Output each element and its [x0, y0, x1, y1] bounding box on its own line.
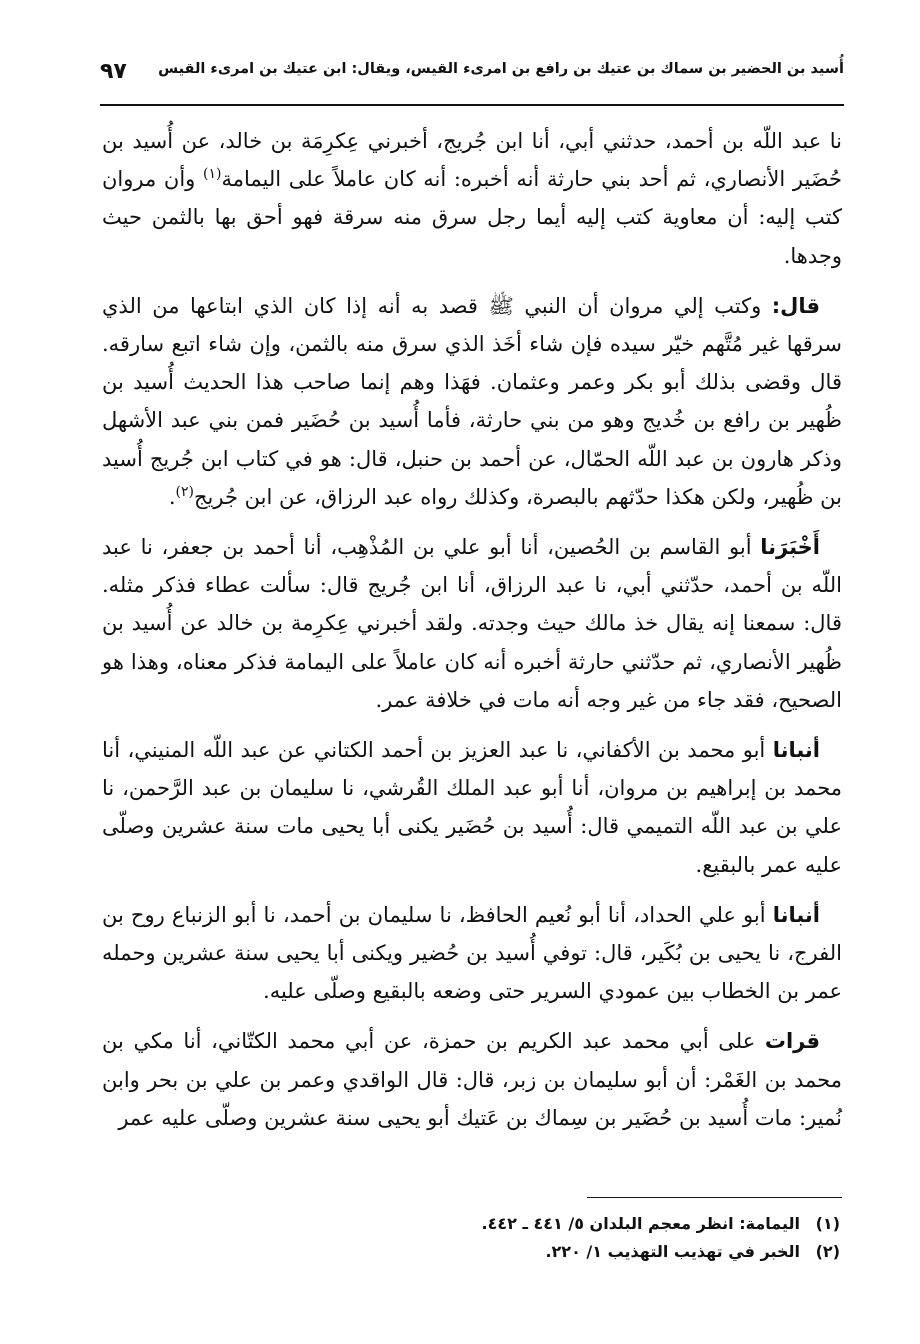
paragraph-text: أبو القاسم بن الحُصين، أنا أبو علي بن المُذْهِب، أنا أحمد بن جعفر، نا عبد اللّه بن أحمد، حدّثني أبي، نا عبد الرزاق، أنا ابن جُريج قال: سألت عطاء فذكر مثله. قال: سمعنا إنه يقال خذ مالك حيث وجدته. ولقد أخبرني عِكرِمة بن خالد عن أُسيد بن ظُهير الأنصاري، ثم حدّثني حارثة أخبره أنه كان عاملاً على اليمامة فذكر معناه، وهذا هو الصحيح، فقد جاء من غير وجه أنه مات في خلافة عمر.	[102, 535, 842, 712]
paragraph-text: على أبي محمد عبد الكريم بن حمزة، عن أبي محمد الكتّاني، أنا مكي بن محمد بن الغَمْر: أن أبو سليمان بن زبر، قال: قال الواقدي وعمر بن علي بن بحر وابن نُمير: مات أُسيد بن حُضَير بن سِماك بن عَتيك أبو يحيى سنة عشرين وصلّى عليه عمر	[102, 1029, 842, 1130]
paragraph-5	[102, 896, 842, 1011]
paragraph-text: نا عبد اللّه بن أحمد، حدثني أبي، أنا ابن جُريج، أخبرني عِكرِمَة بن خالد، عن أُسيد بن حُضَير الأنصاري، ثم أحد بني حارثة أنه أخبره: أنه كان عاملاً على اليمامة	[102, 129, 842, 192]
paragraph-text-after: وأن مروان كتب إليه: أن معاوية كتب إليه أيما رجل سرق منه سرقة فهو أحق بها بالثمن حيث وجدها.	[102, 167, 842, 268]
main-text	[102, 122, 842, 1149]
paragraph-text: وكتب إلي مروان أن النبي ﷺ قصد به أنه إذا كان الذي ابتاعها من الذي سرقها غير مُتَّهم خيّر سيده فإن شاء أخَذ الذي سرق منه بالثمن، وإن شاء اتبع سارقه. قال وقضى بذلك أبو بكر وعمر وعثمان. فهَذا وهم إنما صاحب هذا الحديث أُسيد بن ظُهير بن رافع بن خُديج وهو من بني حارثة، فأما أُسيد بن حُضَير فمن بني عبد الأشهل وذكر هارون بن عبد اللّه الحمّال، عن أحمد بن حنبل، قال: هو في كتاب ابن جُريج أُسيد بن ظُهير، ولكن هكذا حدّثهم بالبصرة، وكذلك رواه عبد الرزاق، عن ابن جُريج	[102, 293, 842, 509]
footnote-ref-1[interactable]: (١)	[202, 166, 222, 183]
footnote-text: اليمامة: انظر معجم البلدان ٥/ ٤٤١ ـ ٤٤٢.	[481, 1214, 800, 1233]
paragraph-text: أبو علي الحداد، أنا أبو نُعيم الحافظ، نا سليمان بن أحمد، نا أبو الزنباع روح بن الفرج، نا يحيى بن بُكَير، قال: توفي أُسيد بن حُضير ويكنى أبا يحيى سنة عشرين وحمله عمر بن الخطاب بين عمودي السرير حتى وضعه بالبقيع وصلّى عليه.	[102, 902, 842, 1004]
footnote-number: (٢)	[815, 1242, 840, 1261]
page-header	[100, 55, 844, 93]
footnote-number: (١)	[815, 1214, 840, 1233]
footnote-divider	[587, 1197, 842, 1198]
paragraph-2	[102, 287, 842, 516]
paragraph-lead: أنبانا	[772, 738, 820, 763]
header-divider	[100, 104, 844, 106]
footnote-1	[200, 1210, 840, 1238]
page-number: ٩٧	[100, 59, 127, 84]
paragraph-lead: قال:	[771, 293, 820, 318]
paragraph-text: أبو محمد بن الأكفاني، نا عبد العزيز بن أحمد الكتاني عن عبد اللّه المنيني، أنا محمد بن إبراهيم بن مروان، أنا أبو عبد الملك القُرشي، نا سليمان بن عبد الرَّحمن، نا علي بن عبد اللّه التميمي قال: أُسيد بن حُضَير يكنى أبا يحيى مات سنة عشرين وصلّى عليه عمر بالبقيع.	[102, 738, 842, 877]
paragraph-lead: أَخْبَرَنا	[760, 535, 820, 560]
paragraph-4	[102, 731, 842, 884]
paragraph-6	[102, 1022, 842, 1137]
paragraph-3	[102, 528, 842, 719]
footnote-2	[200, 1238, 840, 1266]
paragraph-1	[102, 122, 842, 275]
footnote-text: الخبر في تهذيب التهذيب ١/ ٢٢٠.	[545, 1242, 800, 1261]
paragraph-lead: أنبانا	[772, 902, 820, 927]
running-title: أُسيد بن الحضير بن سماك بن عتيك بن رافع بن امرىء القيس، ويقال: ابن عتيك بن امرىء القيس	[158, 61, 844, 77]
footnote-ref-2[interactable]: (٢)	[175, 483, 194, 500]
paragraph-text-after: .	[168, 484, 176, 509]
paragraph-lead: قرات	[764, 1029, 820, 1054]
footnotes	[200, 1210, 840, 1266]
